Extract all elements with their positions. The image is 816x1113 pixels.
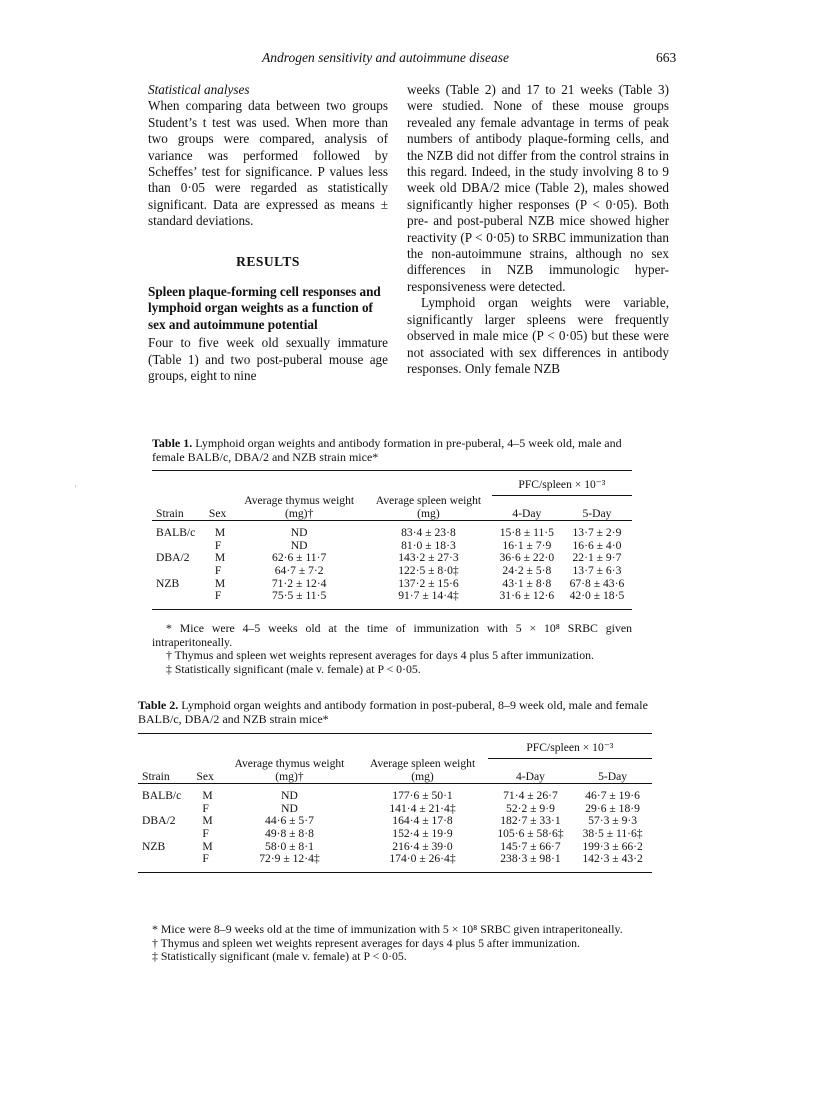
left-column	[148, 82, 388, 385]
table1-footnote-ddagger: ‡ Statistically significant (male v. female) at P < 0·05.	[166, 661, 421, 676]
cell-sex: M	[202, 789, 213, 803]
cell-spleen: 141·4 ± 21·4‡	[389, 801, 456, 815]
cell-day4: 105·6 ± 58·6‡	[497, 827, 564, 841]
table2-thymus-unit: (mg)†	[275, 769, 304, 783]
table1-caption-text: Lymphoid organ weights and antibody formation in pre-puberal, 4–5 week old, male and female BALB/c, DBA/2 and NZB strain mice*	[152, 436, 622, 464]
table2-pfc-header: PFC/spleen × 10⁻³	[526, 741, 614, 754]
table2-day4-header: 4-Day	[515, 769, 545, 783]
cell-day5: 42·0 ± 18·5	[569, 589, 625, 603]
cell-sex: F	[202, 852, 209, 866]
cell-thymus: 62·6 ± 11·7	[272, 551, 327, 565]
cell-spleen: 174·0 ± 26·4‡	[389, 852, 456, 866]
cell-day4: 145·7 ± 66·7	[500, 839, 561, 853]
cell-day4: 16·1 ± 7·9	[502, 538, 552, 552]
cell-thymus: ND	[281, 801, 298, 815]
table-row	[138, 790, 652, 803]
cell-spleen: 216·4 ± 39·0	[392, 839, 453, 853]
cell-thymus: 75·5 ± 11·5	[272, 589, 327, 603]
table1-footnotes	[152, 622, 632, 676]
cell-strain	[152, 565, 205, 578]
cell-spleen: 177·6 ± 50·1	[392, 789, 453, 803]
cell-day5: 57·3 ± 9·3	[588, 814, 638, 828]
cell-day4: 31·6 ± 12·6	[499, 589, 555, 603]
table1-day4-header: 4-Day	[512, 506, 542, 520]
right-paragraph-1: weeks (Table 2) and 17 to 21 weeks (Table 3) were studied. None of these mouse groups revealed any female advantage in terms of peak numbers of antibody plaque-forming cells, and the NZB did not differ from the control strains in this regard. Indeed, in the study involving 8 to 9 week old DBA/2 mice (Table 2), males showed significantly higher responses (P < 0·05). Both pre- and post-puberal NZB mice showed higher reactivity (P < 0·05) to SRBC immunization than the non-autoimmune strains, although no sex differences in NZB immunologic hyper-responsiveness were detected.	[407, 82, 669, 294]
table2-spleen-unit: (mg)	[411, 769, 434, 783]
cell-day5: 29·6 ± 18·9	[585, 801, 640, 815]
cell-thymus: 72·9 ± 12·4‡	[259, 852, 320, 866]
cell-strain	[138, 828, 192, 841]
cell-day4: 182·7 ± 33·1	[500, 814, 561, 828]
cell-day4: 15·8 ± 11·5	[499, 526, 554, 540]
table1-caption	[152, 436, 632, 464]
table-row	[152, 527, 632, 540]
table2-footnote-ddagger: ‡ Statistically significant (male v. female) at P < 0·05.	[152, 949, 407, 963]
cell-sex: F	[214, 564, 222, 578]
cell-day4: 36·6 ± 22·0	[499, 551, 555, 565]
cell-spleen: 122·5 ± 8·0‡	[398, 564, 459, 578]
stat-heading: Statistical analyses	[148, 82, 250, 97]
table1-spleen-header: Average spleen weight	[375, 494, 482, 508]
table-row	[138, 853, 652, 866]
cell-spleen: 137·2 ± 15·6	[398, 576, 459, 590]
table-row	[138, 828, 652, 841]
cell-sex: M	[202, 839, 213, 853]
cell-day4: 43·1 ± 8·8	[502, 576, 552, 590]
stat-paragraph: When comparing data between two groups Student’s t test was used. When more than two groups were compared, analysis of variance was performed followed by Scheffes’ test for significance. P values less than 0·05 were regarded as statistically significant. Data are expressed as means ± standard deviations.	[148, 98, 388, 229]
table1-day5-header: 5-Day	[582, 506, 612, 520]
cell-thymus: 58·0 ± 8·1	[265, 839, 314, 853]
table2-caption	[138, 698, 652, 726]
table2-footnote-star: * Mice were 8–9 weeks old at the time of immunization with 5 × 10⁸ SRBC given intraperitoneally.	[152, 922, 623, 936]
table2-footnotes	[138, 923, 652, 964]
cell-strain: BALB/c	[142, 789, 182, 803]
cell-strain: NZB	[156, 576, 180, 590]
table-row	[152, 552, 632, 565]
cell-spleen: 81·0 ± 18·3	[401, 538, 456, 552]
cell-strain: DBA/2	[156, 551, 190, 565]
table2-spleen-header: Average spleen weight	[369, 757, 476, 771]
cell-day4: 52·2 ± 9·9	[506, 801, 555, 815]
table1-thymus-unit: (mg)†	[284, 506, 314, 520]
cell-thymus: 64·7 ± 7·2	[274, 564, 324, 578]
table1-footnote-star: * Mice were 4–5 weeks old at the time of immunization with 5 × 10⁸ SRBC given intraperitoneally.	[152, 621, 632, 649]
subsection-heading: Spleen plaque-forming cell responses and lymphoid organ weights as a function of sex and autoimmune potential	[148, 284, 381, 332]
cell-day5: 67·8 ± 43·6	[569, 576, 625, 590]
cell-day5: 46·7 ± 19·6	[585, 789, 640, 803]
cell-day5: 13·7 ± 2·9	[572, 526, 622, 540]
cell-day5: 199·3 ± 66·2	[582, 839, 643, 853]
table2-day5-header: 5-Day	[598, 769, 628, 783]
cell-day5: 13·7 ± 6·3	[572, 564, 622, 578]
cell-strain: DBA/2	[142, 814, 176, 828]
cell-sex: F	[214, 589, 222, 603]
right-column	[407, 82, 669, 377]
table1-thymus-header: Average thymus weight	[244, 494, 355, 508]
cell-day4: 238·3 ± 98·1	[500, 852, 561, 866]
table1-sex-header: Sex	[208, 506, 227, 520]
cell-day5: 22·1 ± 9·7	[572, 551, 622, 565]
cell-day5: 16·6 ± 4·0	[572, 538, 622, 552]
cell-day5: 142·3 ± 43·2	[582, 852, 643, 866]
cell-spleen: 83·4 ± 23·8	[401, 526, 456, 540]
cell-day4: 71·4 ± 26·7	[503, 789, 558, 803]
table-row	[152, 578, 632, 591]
cell-sex: F	[202, 801, 209, 815]
table1	[152, 470, 632, 610]
table1-label: Table 1.	[152, 436, 193, 450]
cell-sex: M	[214, 526, 226, 540]
cell-sex: F	[202, 827, 209, 841]
cell-strain: NZB	[142, 839, 166, 853]
table-row	[152, 590, 632, 603]
cell-thymus: ND	[290, 526, 308, 540]
cell-thymus: ND	[281, 789, 298, 803]
table1-pfc-header: PFC/spleen × 10⁻³	[518, 478, 606, 491]
running-head-title: Androgen sensitivity and autoimmune disease	[262, 50, 509, 65]
cell-sex: M	[214, 551, 226, 565]
cell-thymus: ND	[290, 538, 308, 552]
table-row	[152, 565, 632, 578]
cell-spleen: 164·4 ± 17·8	[392, 814, 453, 828]
cell-strain	[152, 590, 205, 603]
cell-spleen: 143·2 ± 27·3	[398, 551, 459, 565]
cell-strain: BALB/c	[156, 526, 196, 540]
cell-sex: F	[214, 538, 222, 552]
table2	[138, 733, 652, 873]
table2-thymus-header: Average thymus weight	[234, 757, 345, 771]
table1-strain-header: Strain	[156, 506, 184, 520]
cell-thymus: 44·6 ± 5·7	[265, 814, 314, 828]
table2-caption-text: Lymphoid organ weights and antibody formation in post-puberal, 8–9 week old, male and female BALB/c, DBA/2 and NZB strain mice*	[138, 698, 648, 726]
results-paragraph: Four to five week old sexually immature (Table 1) and two post-puberal mouse age groups, eight to nine	[148, 335, 388, 384]
table2-sex-header: Sex	[196, 769, 214, 783]
table2-strain-header: Strain	[142, 769, 170, 783]
cell-spleen: 152·4 ± 19·9	[392, 827, 453, 841]
table1-footnote-dagger: † Thymus and spleen wet weights represent averages for days 4 plus 5 after immunization.	[166, 648, 594, 662]
cell-sex: M	[214, 576, 226, 590]
cell-spleen: 91·7 ± 14·4‡	[398, 589, 459, 603]
cell-sex: M	[202, 814, 213, 828]
cell-day5: 38·5 ± 11·6‡	[582, 827, 643, 841]
scan-mark: '	[75, 484, 77, 493]
page-number: 663	[656, 50, 677, 65]
results-heading: RESULTS	[236, 253, 300, 269]
cell-day4: 24·2 ± 5·8	[502, 564, 552, 578]
cell-strain	[138, 853, 192, 866]
right-paragraph-2: Lymphoid organ weights were variable, significantly larger spleens were frequently observed in male mice (P < 0·05) but these were not associated with sex differences in antibody responses. Only female NZB	[407, 295, 669, 376]
cell-thymus: 71·2 ± 12·4	[271, 576, 327, 590]
table2-label: Table 2.	[138, 698, 179, 712]
table2-footnote-dagger: † Thymus and spleen wet weights represent averages for days 4 plus 5 after immunization.	[152, 935, 580, 950]
table1-spleen-unit: (mg)	[417, 506, 440, 520]
cell-thymus: 49·8 ± 8·8	[265, 827, 314, 841]
running-head	[0, 50, 816, 68]
